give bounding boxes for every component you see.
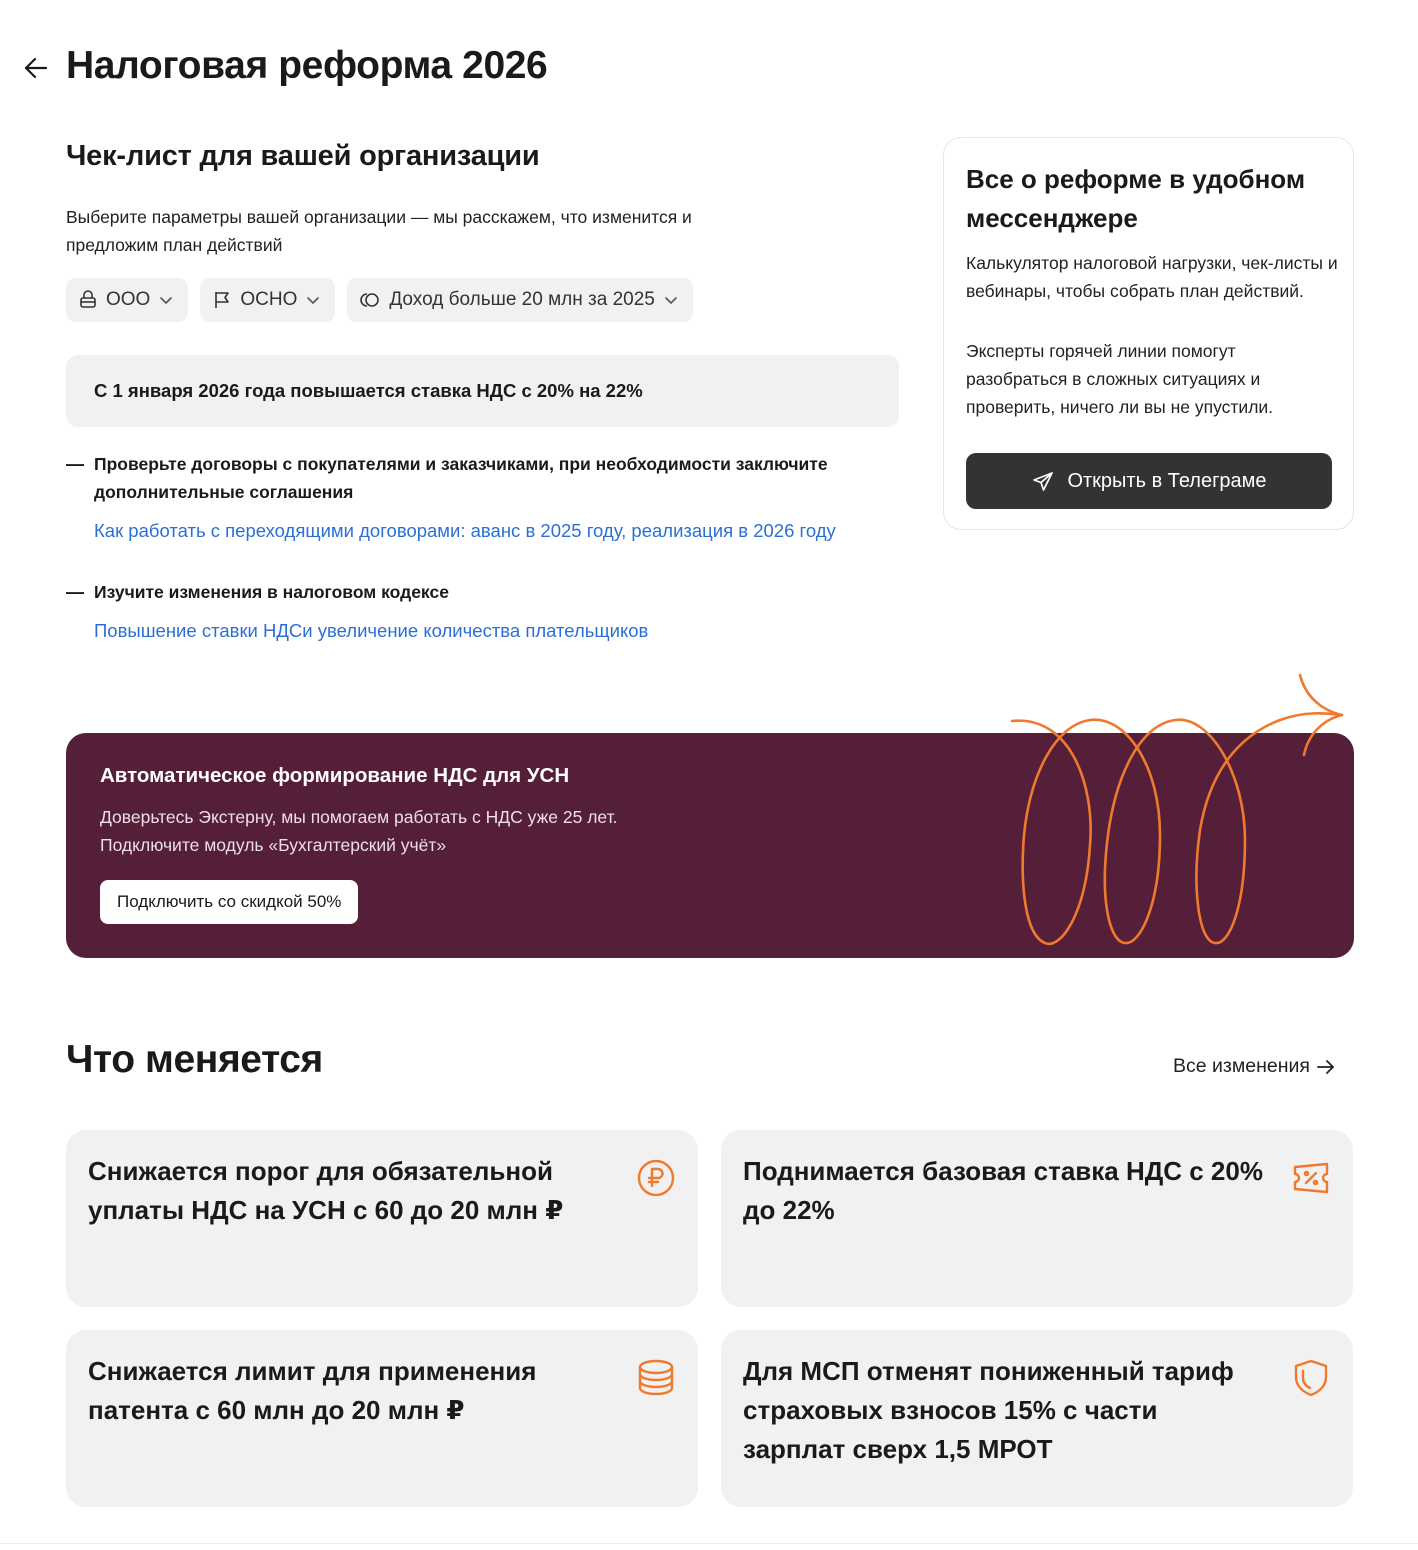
checklist-description: Выберите параметры вашей организации — мы расскажем, что изменится и предложим план действий [66,207,692,255]
percent-ticket-icon [1291,1158,1331,1198]
tax-regime-select[interactable] [200,278,335,322]
open-telegram-button[interactable] [966,453,1332,509]
chevron-down-icon [663,292,679,308]
page-title: Налоговая реформа 2026 [66,44,548,87]
change-card[interactable] [721,1330,1353,1507]
change-card[interactable] [66,1330,698,1507]
dash-icon: — [66,582,84,602]
dash-icon: — [66,454,84,474]
divider [0,1543,1418,1544]
messenger-card [943,137,1354,530]
spiral-arrow-decoration [1000,665,1360,955]
change-card[interactable] [721,1130,1353,1307]
checklist-title: Чек-лист для вашей организации [66,140,540,172]
messenger-text: Эксперты горячей линии помогут разобраться в сложных ситуациях и проверить, ничего ли вы не упустили. [966,341,1274,417]
flag-icon [212,290,232,310]
filter-bar [66,278,693,322]
arrow-right-icon [1316,1057,1336,1077]
tax-regime-value: ОСНО [240,289,298,310]
change-text: Снижается порог для обязательной уплаты НДС на УСН с 60 до 20 млн ₽ [88,1156,564,1225]
ruble-coin-icon [636,1158,676,1198]
connect-discount-button[interactable]: Подключить со скидкой 50% [100,880,358,924]
all-changes-link[interactable] [1173,1055,1336,1078]
promo-line: Подключите модуль «Бухгалтерский учёт» [100,835,447,855]
change-text: Поднимается базовая ставка НДС с 20% до 22% [743,1156,1263,1225]
coins-icon [359,290,381,310]
task-text: Изучите изменения в налоговом кодексе [94,582,449,602]
building-icon [78,290,98,310]
coin-stack-icon [636,1358,676,1398]
promo-line: Доверьтесь Экстерну, мы помогаем работать с НДС уже 25 лет. [100,807,618,827]
income-select[interactable] [347,278,693,322]
arrow-left-icon [22,54,50,82]
change-text: Для МСП отменят пониженный тариф страховых взносов 15% с части зарплат сверх 1,5 МРОТ [743,1356,1234,1464]
vat-change-text: С 1 января 2026 года повышается ставка НДС с 20% на 22% [94,380,643,401]
task-item [66,450,896,545]
all-changes-label: Все изменения [1173,1055,1310,1077]
shield-icon [1291,1358,1331,1398]
promo-text [100,803,800,859]
messenger-text: Калькулятор налоговой нагрузки, чек-листы и вебинары, чтобы собрать план действий. [966,253,1338,301]
messenger-title: Все о реформе в удобном мессенджере [966,164,1306,233]
task-item [66,578,896,645]
telegram-icon [1031,469,1055,493]
chevron-down-icon [158,292,174,308]
open-telegram-label: Открыть в Телеграме [1067,469,1267,492]
changes-title: Что меняется [66,1038,323,1081]
change-text: Снижается лимит для применения патента с 60 млн до 20 млн ₽ [88,1356,537,1425]
chevron-down-icon [305,292,321,308]
change-card[interactable] [66,1130,698,1307]
org-type-value: ООО [106,289,151,310]
promo-title: Автоматическое формирование НДС для УСН [100,764,570,787]
task-link[interactable]: Как работать с переходящими договорами: аванс в 2025 году, реализация в 2026 году [94,520,836,541]
task-link[interactable]: Повышение ставки НДСи увеличение количества плательщиков [94,620,649,641]
task-text: Проверьте договоры с покупателями и заказчиками, при необходимости заключите дополнительные соглашения [94,454,828,502]
vat-change-banner [66,355,899,427]
org-type-select[interactable] [66,278,188,322]
back-button[interactable] [18,50,54,86]
income-value: Доход больше 20 млн за 2025 [389,289,655,310]
